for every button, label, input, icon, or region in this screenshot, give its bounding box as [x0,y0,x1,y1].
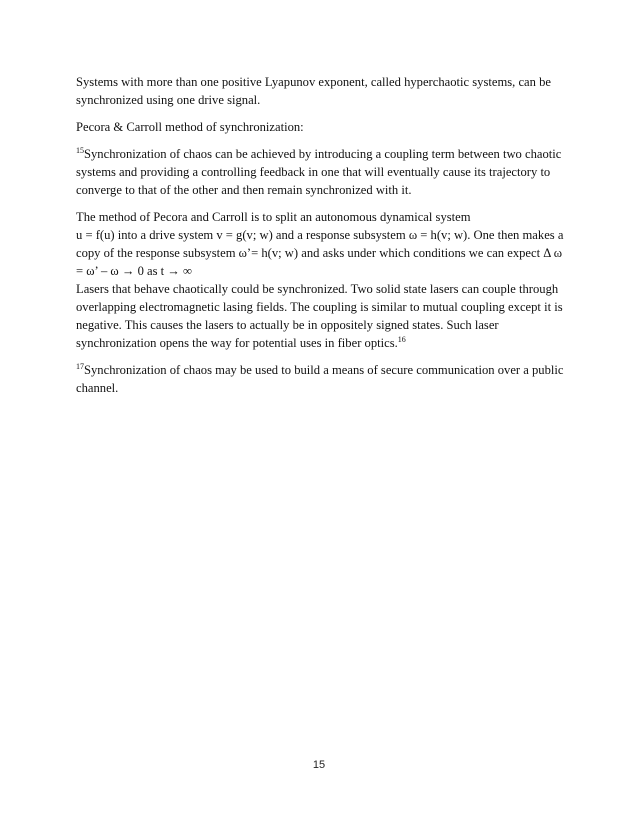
footnote-ref-15: 15 [76,145,84,155]
page-number: 15 [312,759,326,771]
method-line-2: u = f(u) into a drive system v = g(v; w) and a response subsystem ω = h(v; w). One then makes a copy of the response subsystem ω’= h(v; w) and asks under which conditions we can expect Δ ω = ω’ – ω → 0 as t → ∞ [76,228,564,278]
paragraph-synchronization [76,145,568,199]
footnote-ref-17: 17 [76,361,84,371]
paragraph-method [76,208,568,352]
paragraph-hyperchaotic: Systems with more than one positive Lyapunov exponent, called hyperchaotic systems, can be synchronized using one drive signal. [76,75,551,107]
heading-pecora-carroll: Pecora & Carroll method of synchronization: [76,120,304,134]
secure-communication-text: Synchronization of chaos may be used to build a means of secure communication over a public channel. [76,363,564,395]
footnote-ref-16: 16 [397,334,406,344]
paragraph-secure-communication [76,361,568,397]
method-line-1: The method of Pecora and Carroll is to split an autonomous dynamical system [76,210,471,224]
page-content [76,73,568,406]
lasers-text: Lasers that behave chaotically could be synchronized. Two solid state lasers can couple through overlapping electromagnetic lasing fields. The coupling is similar to mutual coupling except it is negative. This causes the lasers to actually be in oppositely signed states. Such laser synchronization opens the way for potential uses in fiber optics. [76,282,563,350]
paragraph-synchronization-text: Synchronization of chaos can be achieved by introducing a coupling term between two chaotic systems and providing a controlling feedback in one that will eventually cause its trajectory to converge to that of the other and then remain synchronized with it. [76,147,562,197]
